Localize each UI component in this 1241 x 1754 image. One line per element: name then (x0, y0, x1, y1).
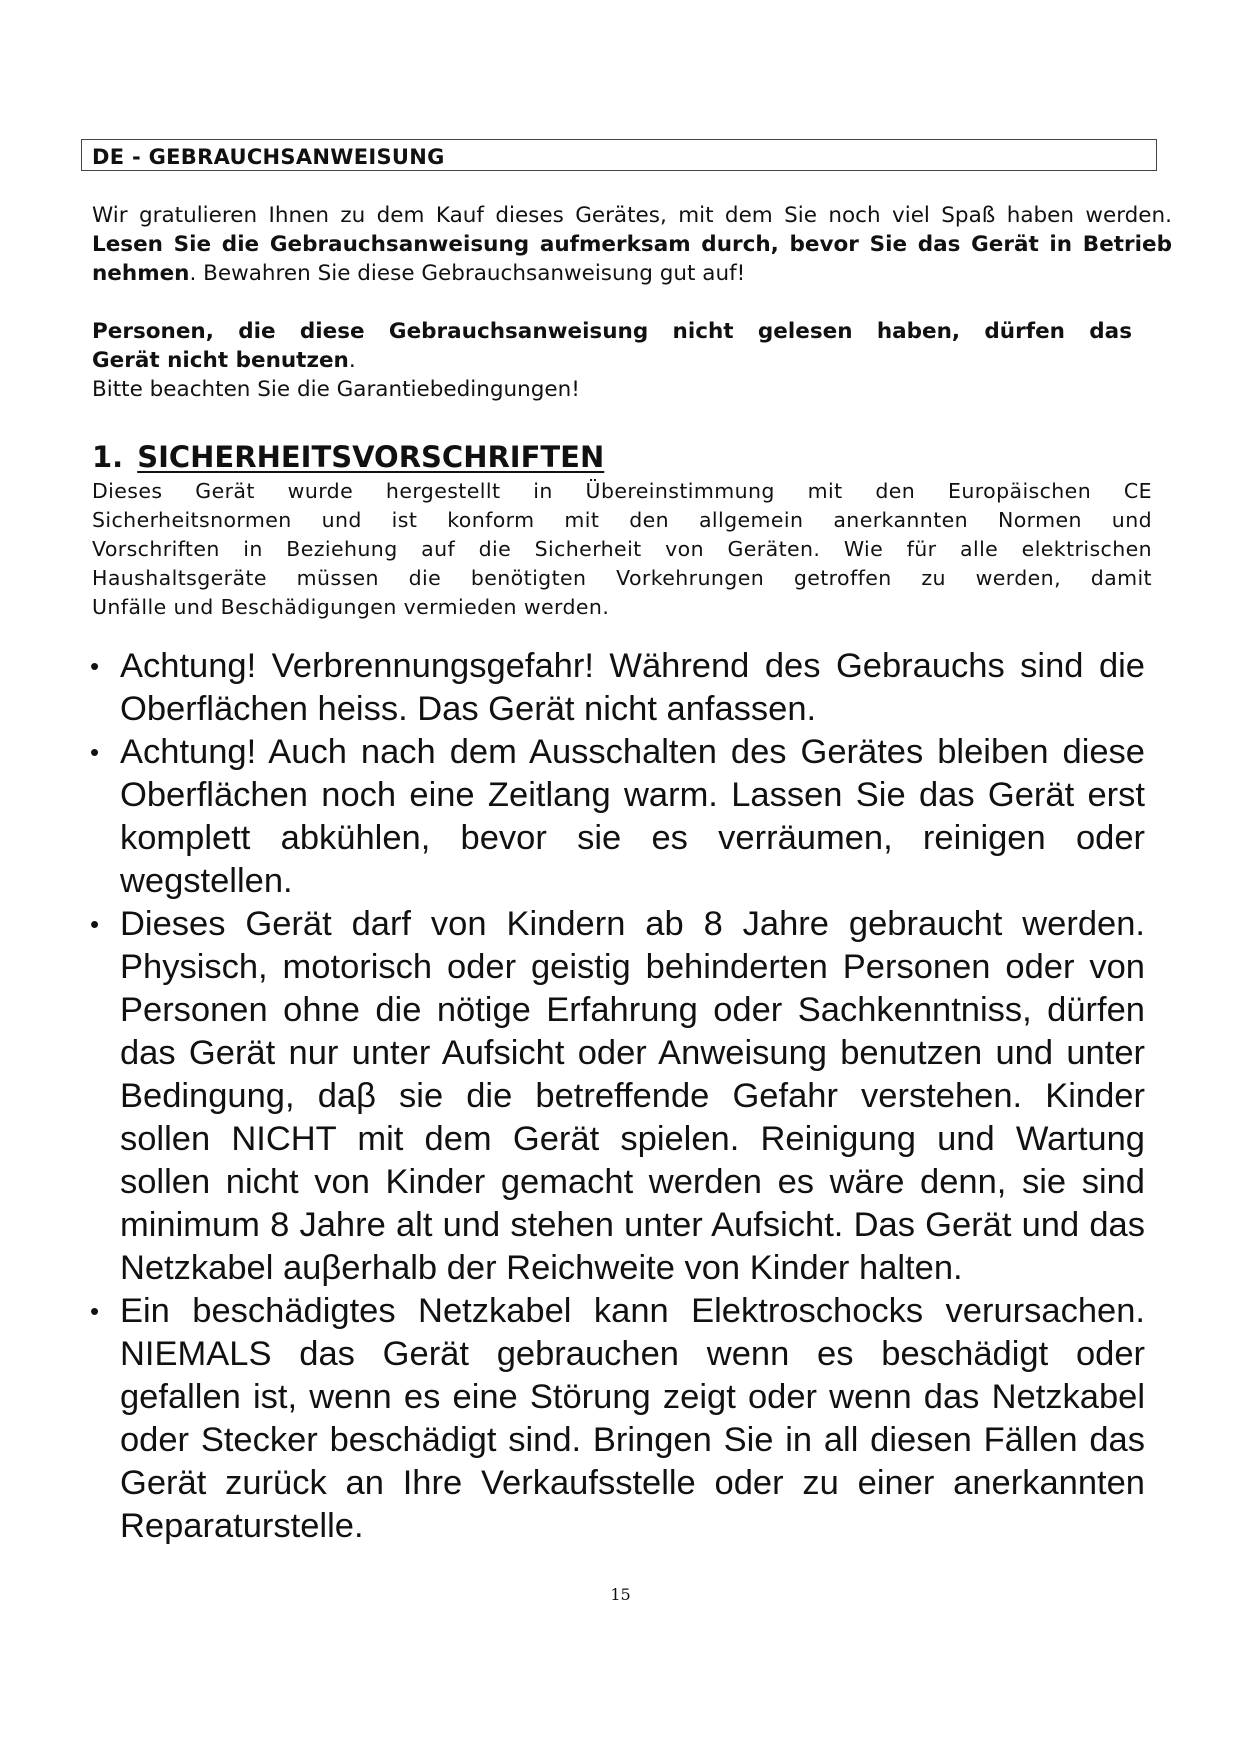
warning-bold-line2-text: Gerät nicht benutzen (92, 348, 349, 373)
list-item (90, 645, 1145, 731)
bullet-text: Achtung! Auch nach dem Ausschalten des Gerätes bleiben diese Oberflächen noch eine Zeitlang warm. Lassen Sie das Gerät erst komplett abkühlen, bevor sie es verräumen, reinigen oder wegstellen. (120, 733, 1145, 900)
bullet-icon: • (90, 909, 100, 939)
title-box (81, 139, 1157, 171)
section-line: Dieses Gerät wurde hergestellt in Übereinstimmung mit den Europäischen CE (92, 479, 1152, 503)
intro-text-part1: Wir gratulieren Ihnen zu dem Kauf dieses Gerätes, mit dem Sie noch viel Spaß haben werden. (92, 203, 1172, 228)
section-line: Sicherheitsnormen und ist konform mit den allgemein anerkannten Normen und (92, 508, 1152, 532)
bullet-text: Achtung! Verbrennungsgefahr! Während des Gebrauchs sind die Oberflächen heiss. Das Gerät nicht anfassen. (120, 647, 1145, 728)
document-title: DE - GEBRAUCHSANWEISUNG (92, 145, 445, 169)
warning-bold-end: . (348, 348, 356, 373)
bullet-icon: • (90, 737, 100, 767)
section-heading (92, 440, 604, 474)
list-item (90, 903, 1145, 1290)
section-line: Haushaltsgeräte müssen die benötigten Vorkehrungen getroffen zu werden, damit (92, 566, 1152, 590)
intro-text (92, 201, 1172, 288)
section-title: SICHERHEITSVORSCHRIFTEN (137, 440, 605, 474)
intro-text-part2: . Bewahren Sie diese Gebrauchsanweisung gut auf! (189, 261, 746, 286)
intro-text-bold: Lesen Sie die Gebrauchsanweisung aufmerksam durch, bevor Sie das Gerät in Betrieb nehmen (92, 232, 1172, 286)
bullet-icon: • (90, 651, 100, 681)
safety-bullet-list (90, 645, 1145, 1548)
warning-bold-line1: Personen, die diese Gebrauchsanweisung nicht gelesen haben, dürfen das (92, 319, 1132, 344)
section-body (92, 477, 1152, 622)
section-number: 1. (92, 440, 124, 474)
guarantee-note: Bitte beachten Sie die Garantiebedingungen! (92, 377, 580, 402)
list-item (90, 731, 1145, 903)
section-line: Vorschriften in Beziehung auf die Sicherheit von Geräten. Wie für alle elektrischen (92, 537, 1152, 561)
list-item (90, 1290, 1145, 1548)
bullet-text: Dieses Gerät darf von Kindern ab 8 Jahre gebraucht werden. Physisch, motorisch oder geistig behinderten Personen oder von Personen ohne die nötige Erfahrung oder Sachkenntniss, dürfen das Gerät nur unter Aufsicht oder Anweisung benutzen und unter Bedingung, daβ sie die betreffende Gefahr verstehen. Kinder sollen NICHT mit dem Gerät spielen. Reinigung und Wartung sollen nicht von Kinder gemacht werden es wäre denn, sie sind minimum 8 Jahre alt und stehen unter Aufsicht. Das Gerät und das Netzkabel auβerhalb der Reichweite von Kinder halten. (120, 905, 1145, 1287)
bullet-text: Ein beschädigtes Netzkabel kann Elektroschocks verursachen. NIEMALS das Gerät gebrauchen wenn es beschädigt oder gefallen ist, wenn es eine Störung zeigt oder wenn das Netzkabel oder Stecker beschädigt sind. Bringen Sie in all diesen Fällen das Gerät zurück an Ihre Verkaufsstelle oder zu einer anerkannten Reparaturstelle. (120, 1292, 1145, 1545)
warning-bold-line2 (92, 346, 1132, 375)
page-number: 15 (610, 1585, 631, 1604)
warning-paragraph (92, 317, 1132, 404)
bullet-icon: • (90, 1296, 100, 1326)
intro-paragraph (92, 201, 1172, 288)
section-line: Unfälle und Beschädigungen vermieden werden. (92, 595, 610, 619)
